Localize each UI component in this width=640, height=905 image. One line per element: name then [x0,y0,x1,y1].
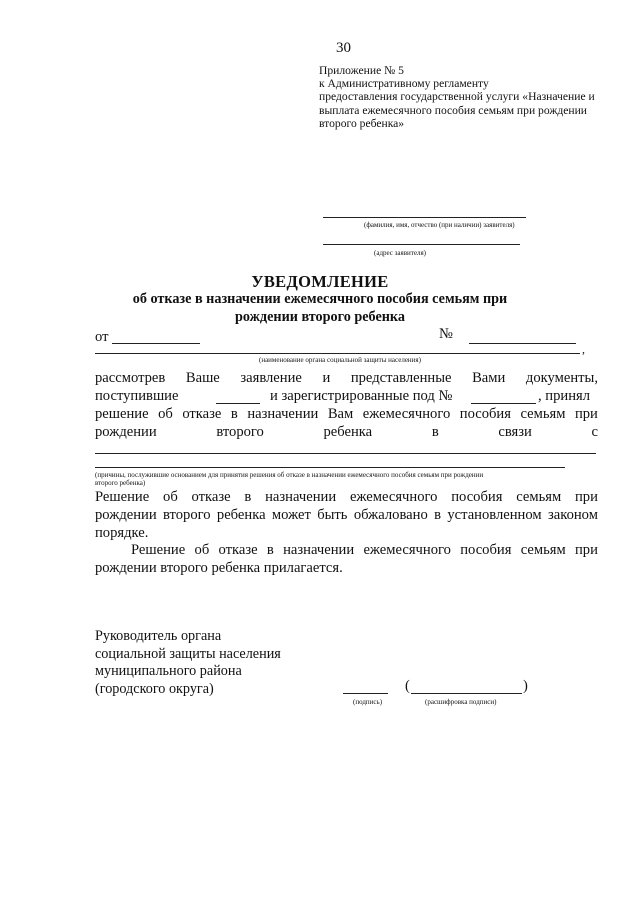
appeal-line-2: рождении второго ребенка может быть обжаловано в установленном законом [95,507,598,523]
date-line [112,343,200,344]
appendix-line: предоставления государственной услуги «Назначение и [319,90,595,104]
body-line-3: решение об отказе в назначении Вам ежемесячного пособия семьям при [95,406,598,422]
signature-position-line: социальной защиты населения [95,645,281,662]
decoding-caption: (расшифровка подписи) [425,698,497,706]
reasons-caption-continued: второго ребенка) [95,479,146,487]
number-label: № [439,326,453,342]
body-line-2b: и зарегистрированные под № [270,388,453,404]
applicant-address-line [323,244,520,245]
attached-line-1: Решение об отказе в назначении ежемесячного пособия семьям при [131,542,598,558]
number-line [469,343,576,344]
reason-line-1 [95,453,596,454]
document-subtitle-line: об отказе в назначении ежемесячного пособия семьям при [132,291,508,307]
decoding-close-paren: ) [523,678,528,694]
appendix-line: к Административному регламенту [319,77,489,91]
registration-number-line [471,403,536,404]
appendix-line: выплата ежемесячного пособия семьям при рождении [319,103,588,117]
from-label: от [95,329,109,345]
document-subtitle-line: рождении второго ребенка [235,309,405,325]
signature-line [343,693,388,694]
received-date-line [216,403,260,404]
appendix-line: Приложение № 5 [319,64,404,77]
applicant-address-caption: (адрес заявителя) [374,249,426,257]
organ-comma: , [582,342,585,356]
body-line-2a: поступившие [95,388,179,404]
organ-caption: (наименование органа социальной защиты населения) [259,356,421,364]
reason-line-2 [95,467,565,468]
signature-position-line: Руководитель органа [95,628,222,644]
appendix-line: второго ребенка» [319,116,405,130]
signature-position-line: муниципального района [95,663,242,679]
appendix-block [319,64,619,130]
decoding-line [411,693,522,694]
signature-position-line: (городского округа) [95,680,214,697]
decoding-open-paren: ( [405,678,410,694]
signature-caption: (подпись) [353,698,383,706]
applicant-name-caption: (фамилия, имя, отчество (при наличии) заявителя) [364,221,515,229]
appeal-line-1: Решение об отказе в назначении ежемесячного пособия семьям при [95,489,598,505]
signature-block [95,628,281,698]
body-line-2c: , принял [538,388,591,404]
applicant-name-line [323,217,526,218]
body-line-1: рассмотрев Ваше заявление и представленные Вами документы, [95,370,598,386]
page-number: 30 [336,40,351,56]
reasons-caption: (причины, послужившие основанием для принятия решения об отказе в назначении ежемесячного пособия семьям при рождении [95,471,484,479]
appeal-line-3: порядке. [95,525,149,541]
body-line-4: рождении второго ребенка в связи с [95,424,598,440]
organ-line [95,353,580,354]
document-title: УВЕДОМЛЕНИЕ [251,272,389,291]
attached-line-2: рождении второго ребенка прилагается. [95,560,343,576]
